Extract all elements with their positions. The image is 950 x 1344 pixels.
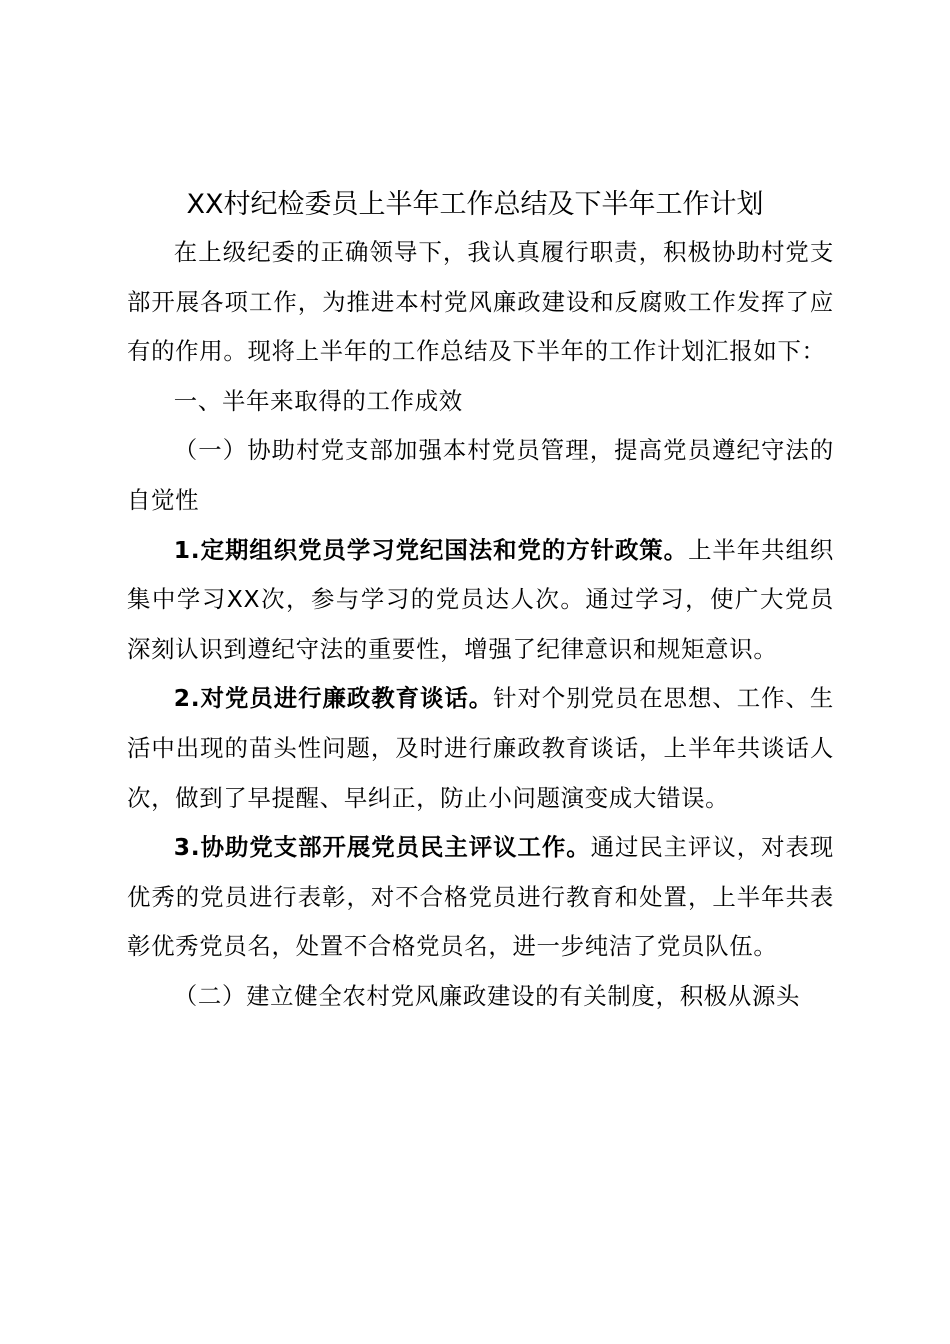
item-1-lead: 1.定期组织党员学习党纪国法和党的方针政策。 — [173, 535, 689, 564]
section-heading-1: 一、半年来取得的工作成效 — [173, 386, 463, 415]
item-2-text: 针对个别党员在思想、工作、生活中出现的苗头性问题，及时进行廉政教育谈话，上半年共谈话人次，做到了早提醒、早纠正，防止小问题演变成大错误。 — [127, 684, 834, 812]
item-paragraph-3 — [127, 823, 834, 972]
document-title: XX村纪检委员上半年工作总结及下半年工作计划 — [186, 189, 764, 220]
item-3-text: 通过民主评议，对表现优秀的党员进行表彰，对不合格党员进行教育和处置，上半年共表彰优秀党员名，处置不合格党员名，进一步纯洁了党员队伍。 — [127, 833, 835, 961]
subsection-heading-1: （一）协助村党支部加强本村党员管理，提高党员遵纪守法的自觉性 — [127, 436, 834, 514]
subsection-heading-2: （二）建立健全农村党风廉政建设的有关制度，积极从源头 — [173, 981, 801, 1010]
item-paragraph-1 — [127, 526, 834, 675]
item-3-lead: 3.协助党支部开展党员民主评议工作。 — [173, 833, 591, 862]
item-2-lead: 2.对党员进行廉政教育谈话。 — [173, 684, 494, 713]
intro-paragraph: 在上级纪委的正确领导下，我认真履行职责，积极协助村党支部开展各项工作，为推进本村党风廉政建设和反腐败工作发挥了应有的作用。现将上半年的工作总结及下半年的工作计划汇报如下： — [127, 238, 834, 366]
item-paragraph-2 — [127, 674, 834, 823]
item-1-text: 上半年共组织集中学习XX次，参与学习的党员达人次。通过学习，使广大党员深刻认识到遵纪守法的重要性，增强了纪律意识和规矩意识。 — [127, 535, 835, 663]
document-body — [127, 228, 834, 1022]
